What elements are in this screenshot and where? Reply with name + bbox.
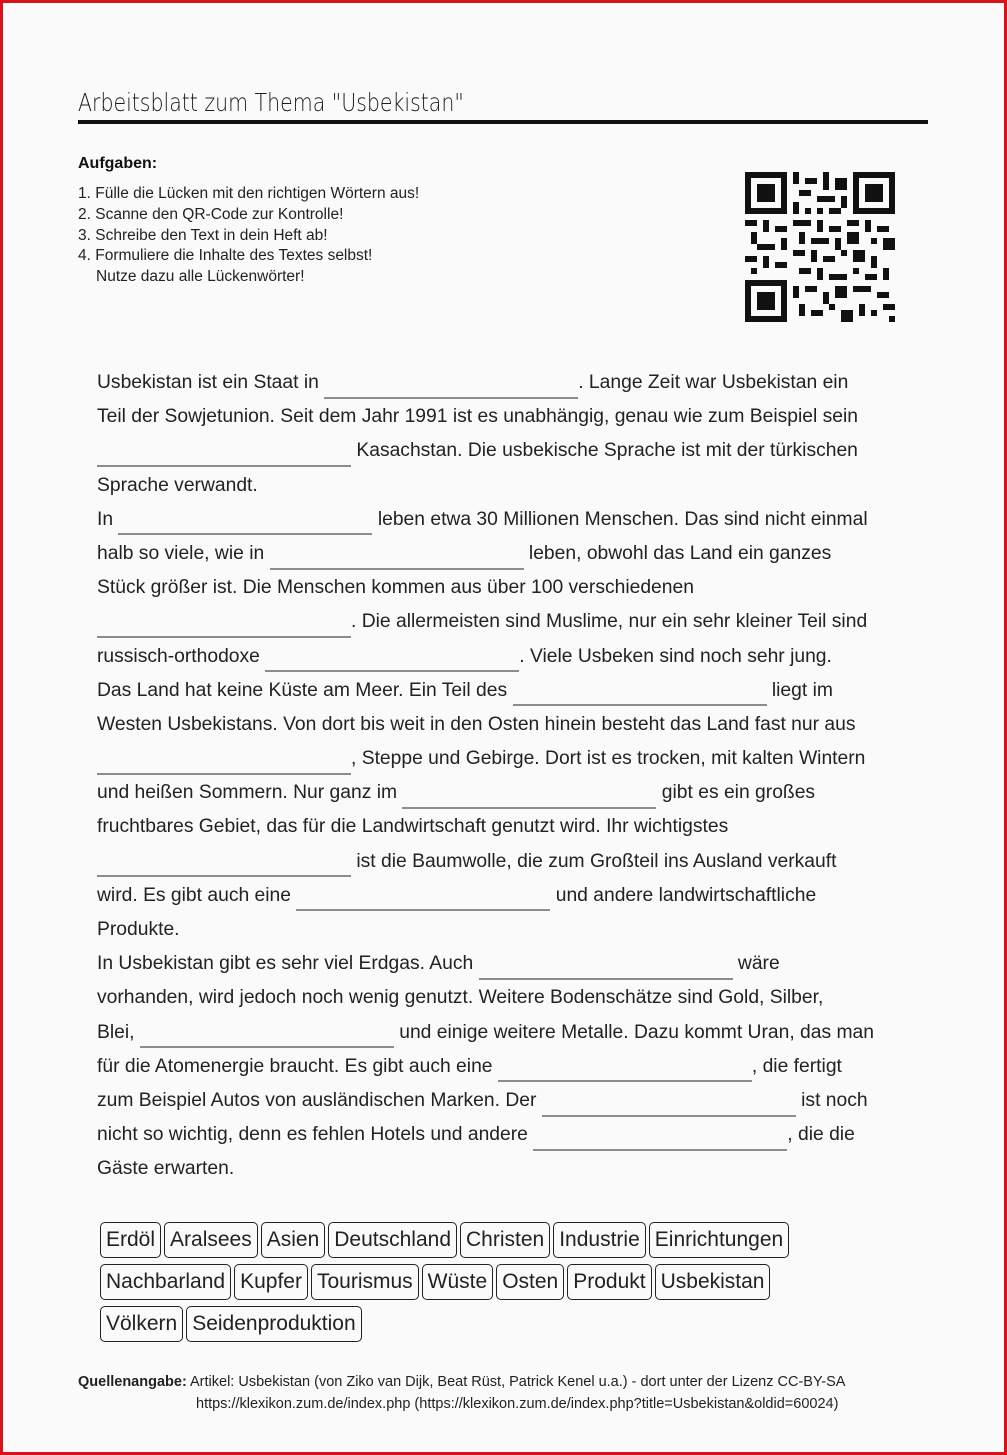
word-bank-row: [100, 1264, 920, 1306]
qr-code-icon[interactable]: [745, 172, 895, 322]
blank-field[interactable]: [97, 746, 351, 775]
text-segment: wäre: [737, 953, 780, 975]
blank-field[interactable]: [542, 1088, 796, 1117]
word-chip[interactable]: Asien: [261, 1222, 326, 1258]
word-chip[interactable]: Deutschland: [328, 1222, 457, 1258]
text-segment: , die die: [787, 1124, 855, 1146]
blank-field[interactable]: [97, 609, 351, 638]
source-label: Quellenangabe:: [78, 1374, 187, 1390]
text-segment: leben etwa 30 Millionen Menschen. Das sind nicht einmal: [377, 508, 868, 530]
word-bank-row: [100, 1222, 920, 1264]
text-segment: Gäste erwarten.: [97, 1158, 235, 1180]
text-segment: Teil der Sowjetunion. Seit dem Jahr 1991 ist es unabhängig, genau wie zum Beispiel sein: [97, 406, 858, 428]
task-item: 4. Formuliere die Inhalte des Textes selbst!: [78, 247, 373, 265]
text-segment: Produkte.: [97, 919, 180, 940]
text-segment: fruchtbares Gebiet, das für die Landwirtschaft genutzt wird. Ihr wichtigstes: [97, 816, 729, 838]
text-segment: und andere landwirtschaftliche: [555, 884, 817, 906]
text-segment: gibt es ein großes: [661, 782, 816, 804]
word-chip[interactable]: Usbekistan: [655, 1264, 771, 1300]
task-item: Nutze dazu alle Lückenwörter!: [96, 268, 305, 286]
word-chip[interactable]: Industrie: [553, 1222, 646, 1258]
text-segment: . Die allermeisten sind Muslime, nur ein sehr kleiner Teil sind: [351, 611, 868, 633]
blank-field[interactable]: [97, 848, 351, 877]
text-segment: liegt im: [771, 679, 833, 701]
word-chip[interactable]: Völkern: [100, 1306, 183, 1342]
word-chip[interactable]: Produkt: [567, 1264, 651, 1300]
tasks-heading: Aufgaben:: [78, 155, 158, 172]
blank-field[interactable]: [513, 677, 767, 706]
text-segment: ist noch: [801, 1089, 868, 1111]
word-chip[interactable]: Kupfer: [234, 1264, 308, 1300]
blank-field[interactable]: [140, 1019, 394, 1048]
cloze-text: [97, 366, 917, 1187]
text-segment: Blei,: [97, 1021, 135, 1043]
blank-field[interactable]: [296, 882, 550, 911]
text-segment: Kasachstan. Die usbekische Sprache ist mit der türkischen: [356, 440, 858, 462]
blank-field[interactable]: [270, 541, 524, 570]
text-segment: , Steppe und Gebirge. Dort ist es trocken, mit kalten Wintern: [351, 748, 866, 770]
text-segment: Das Land hat keine Küste am Meer. Ein Teil des: [97, 679, 508, 701]
text-segment: russisch-orthodoxe: [97, 645, 260, 667]
blank-field[interactable]: [533, 1122, 787, 1151]
word-chip[interactable]: Nachbarland: [100, 1264, 231, 1300]
blank-field[interactable]: [97, 438, 351, 467]
word-chip[interactable]: Wüste: [422, 1264, 494, 1300]
text-segment: nicht so wichtig, denn es fehlen Hotels und andere: [97, 1124, 528, 1146]
word-chip[interactable]: Seidenproduktion: [186, 1306, 361, 1342]
blank-field[interactable]: [324, 370, 578, 399]
word-chip[interactable]: Christen: [460, 1222, 550, 1258]
text-segment: Stück größer ist. Die Menschen kommen aus über 100 verschiedenen: [97, 577, 694, 599]
text-segment: Sprache verwandt.: [97, 474, 258, 496]
text-segment: . Viele Usbeken sind noch sehr jung.: [519, 645, 832, 667]
text-segment: für die Atomenergie braucht. Es gibt auch eine: [97, 1055, 493, 1077]
text-segment: . Lange Zeit war Usbekistan ein: [578, 372, 849, 393]
text-segment: wird. Es gibt auch eine: [97, 884, 291, 906]
text-segment: vorhanden, wird jedoch noch wenig genutzt. Weitere Bodenschätze sind Gold, Silber,: [97, 987, 824, 1009]
text-segment: Westen Usbekistans. Von dort bis weit in den Osten hinein besteht das Land fast nur aus: [97, 713, 856, 735]
text-segment: ist die Baumwolle, die zum Großteil ins Ausland verkauft: [356, 850, 837, 872]
word-chip[interactable]: Aralsees: [164, 1222, 258, 1258]
worksheet-title: Arbeitsblatt zum Thema "Usbekistan": [78, 88, 464, 117]
task-item: 1. Fülle die Lücken mit den richtigen Wörtern aus!: [78, 185, 420, 202]
task-list: [78, 184, 419, 288]
word-chip[interactable]: Osten: [496, 1264, 564, 1300]
source-text: Artikel: Usbekistan (von Ziko van Dijk, Beat Rüst, Patrick Kenel u.a.) - dort unter der Lizenz CC-BY-SA: [190, 1374, 846, 1390]
word-chip[interactable]: Erdöl: [100, 1222, 161, 1258]
text-segment: , die fertigt: [751, 1055, 842, 1077]
text-segment: zum Beispiel Autos von ausländischen Marken. Der: [97, 1089, 537, 1111]
blank-field[interactable]: [265, 643, 519, 672]
text-segment: In Usbekistan gibt es sehr viel Erdgas. Auch: [97, 953, 474, 975]
word-bank-row: [100, 1306, 920, 1348]
source-url[interactable]: https://klexikon.zum.de/index.php (https://klexikon.zum.de/index.php?title=Usbekistan&oldid=60024): [196, 1396, 839, 1412]
blank-field[interactable]: [498, 1053, 752, 1082]
blank-field[interactable]: [479, 951, 733, 980]
title-underline: [78, 120, 928, 124]
text-segment: leben, obwohl das Land ein ganzes: [528, 542, 832, 564]
text-segment: In: [97, 508, 114, 530]
blank-field[interactable]: [118, 506, 372, 535]
task-item: 3. Schreibe den Text in dein Heft ab!: [78, 226, 328, 244]
text-segment: halb so viele, wie in: [97, 542, 265, 564]
text-segment: Usbekistan ist ein Staat in: [97, 372, 319, 393]
blank-field[interactable]: [402, 780, 656, 809]
text-segment: und einige weitere Metalle. Dazu kommt Uran, das man: [399, 1021, 874, 1043]
task-item: 2. Scanne den QR-Code zur Kontrolle!: [78, 205, 344, 223]
word-chip[interactable]: Einrichtungen: [649, 1222, 789, 1258]
word-bank: [100, 1222, 920, 1348]
source-attribution: [78, 1371, 845, 1415]
word-chip[interactable]: Tourismus: [311, 1264, 419, 1300]
text-segment: und heißen Sommern. Nur ganz im: [97, 782, 398, 804]
